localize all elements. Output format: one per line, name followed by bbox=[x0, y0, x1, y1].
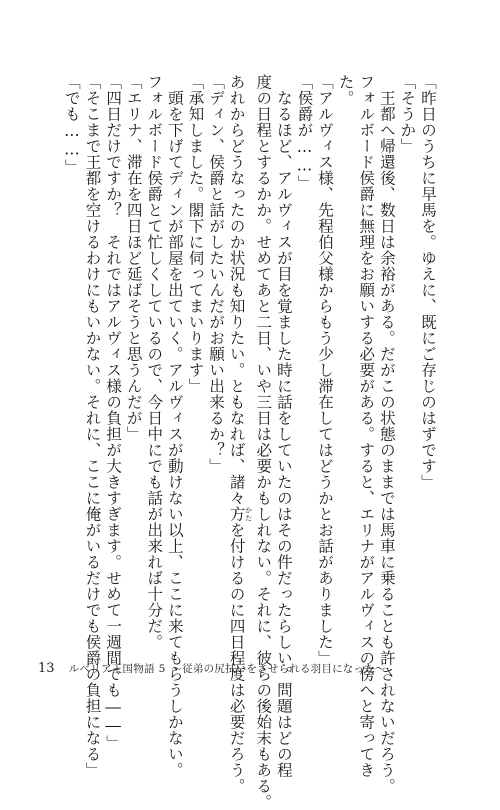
text-line: 「エリナ、滞在を四日ほど延ばそうと思うんだが」 bbox=[124, 74, 143, 442]
text-line: 「でも……」 bbox=[62, 74, 81, 175]
book-title: ルベリア王国物語 5 bbox=[68, 663, 166, 675]
book-subtitle: ～従弟の尻拭いをさせられる羽目になった～ bbox=[171, 663, 386, 675]
text-line: 「そこまで王都を空けるわけにもいかない。それに、ここに俺がいるだけでも侯爵の負担になる」 bbox=[83, 74, 102, 778]
text-line: 「侯爵が……」 bbox=[295, 74, 314, 191]
text-line-with-ruby bbox=[226, 74, 253, 794]
text-line: 度の日程とするかか。せめてあと二日、いや三日は必要かもしれない。それに、彼らの後始末もある。 bbox=[254, 74, 273, 810]
page-number: 13 bbox=[38, 661, 55, 676]
text-line: フォルボード侯爵に無理をお願いする必要がある。すると、エリナがアルヴィスの傍へと寄ってき bbox=[357, 74, 376, 778]
text-line: 頭を下げてディンが部屋を出ていく。アルヴィスが動けない以上、ここに来てもらうしかない。 bbox=[165, 74, 184, 778]
page-footer bbox=[38, 661, 386, 676]
text-line: 「ディン、侯爵と話がしたいんだがお願い出来るか？」 bbox=[207, 74, 226, 474]
text-line: 「アルヴィス様、先程伯父様からもう少し滞在してはどうかとお話がありました」 bbox=[316, 74, 335, 666]
text-line: た。 bbox=[336, 74, 355, 106]
ruby-annotation: 方 かた bbox=[227, 506, 253, 522]
text-line: 「昨日のうちに早馬を。ゆえに、既にご存じのはずです」 bbox=[419, 74, 437, 490]
text-line: なるほど、アルヴィスが目を覚ました時に話をしていたのはその件だったらしい。問題はどの程 bbox=[274, 74, 293, 778]
text-line: フォルボード侯爵とて忙しくしているので、今日中にでも話が出来れば十分だ。 bbox=[145, 74, 164, 650]
text-line: 「四日だけですか？ それではアルヴィス様の負担が大きすぎます。せめて一週間でも――」 bbox=[104, 74, 123, 751]
text-line: 王都へ帰還後、数日は余裕がある。だがこの状態のままでは馬車に乗ることも許されないだろう。 bbox=[377, 74, 396, 794]
text-line: 「そうか」 bbox=[398, 74, 417, 154]
text-line: 「承知しました。閣下に伺ってまいります」 bbox=[186, 74, 205, 394]
text-line-segment: あれからどうなったのか状況も知りたい。ともなれば、諸々方 かたを付けるのに四日程度は必要だろう。 bbox=[227, 74, 253, 794]
